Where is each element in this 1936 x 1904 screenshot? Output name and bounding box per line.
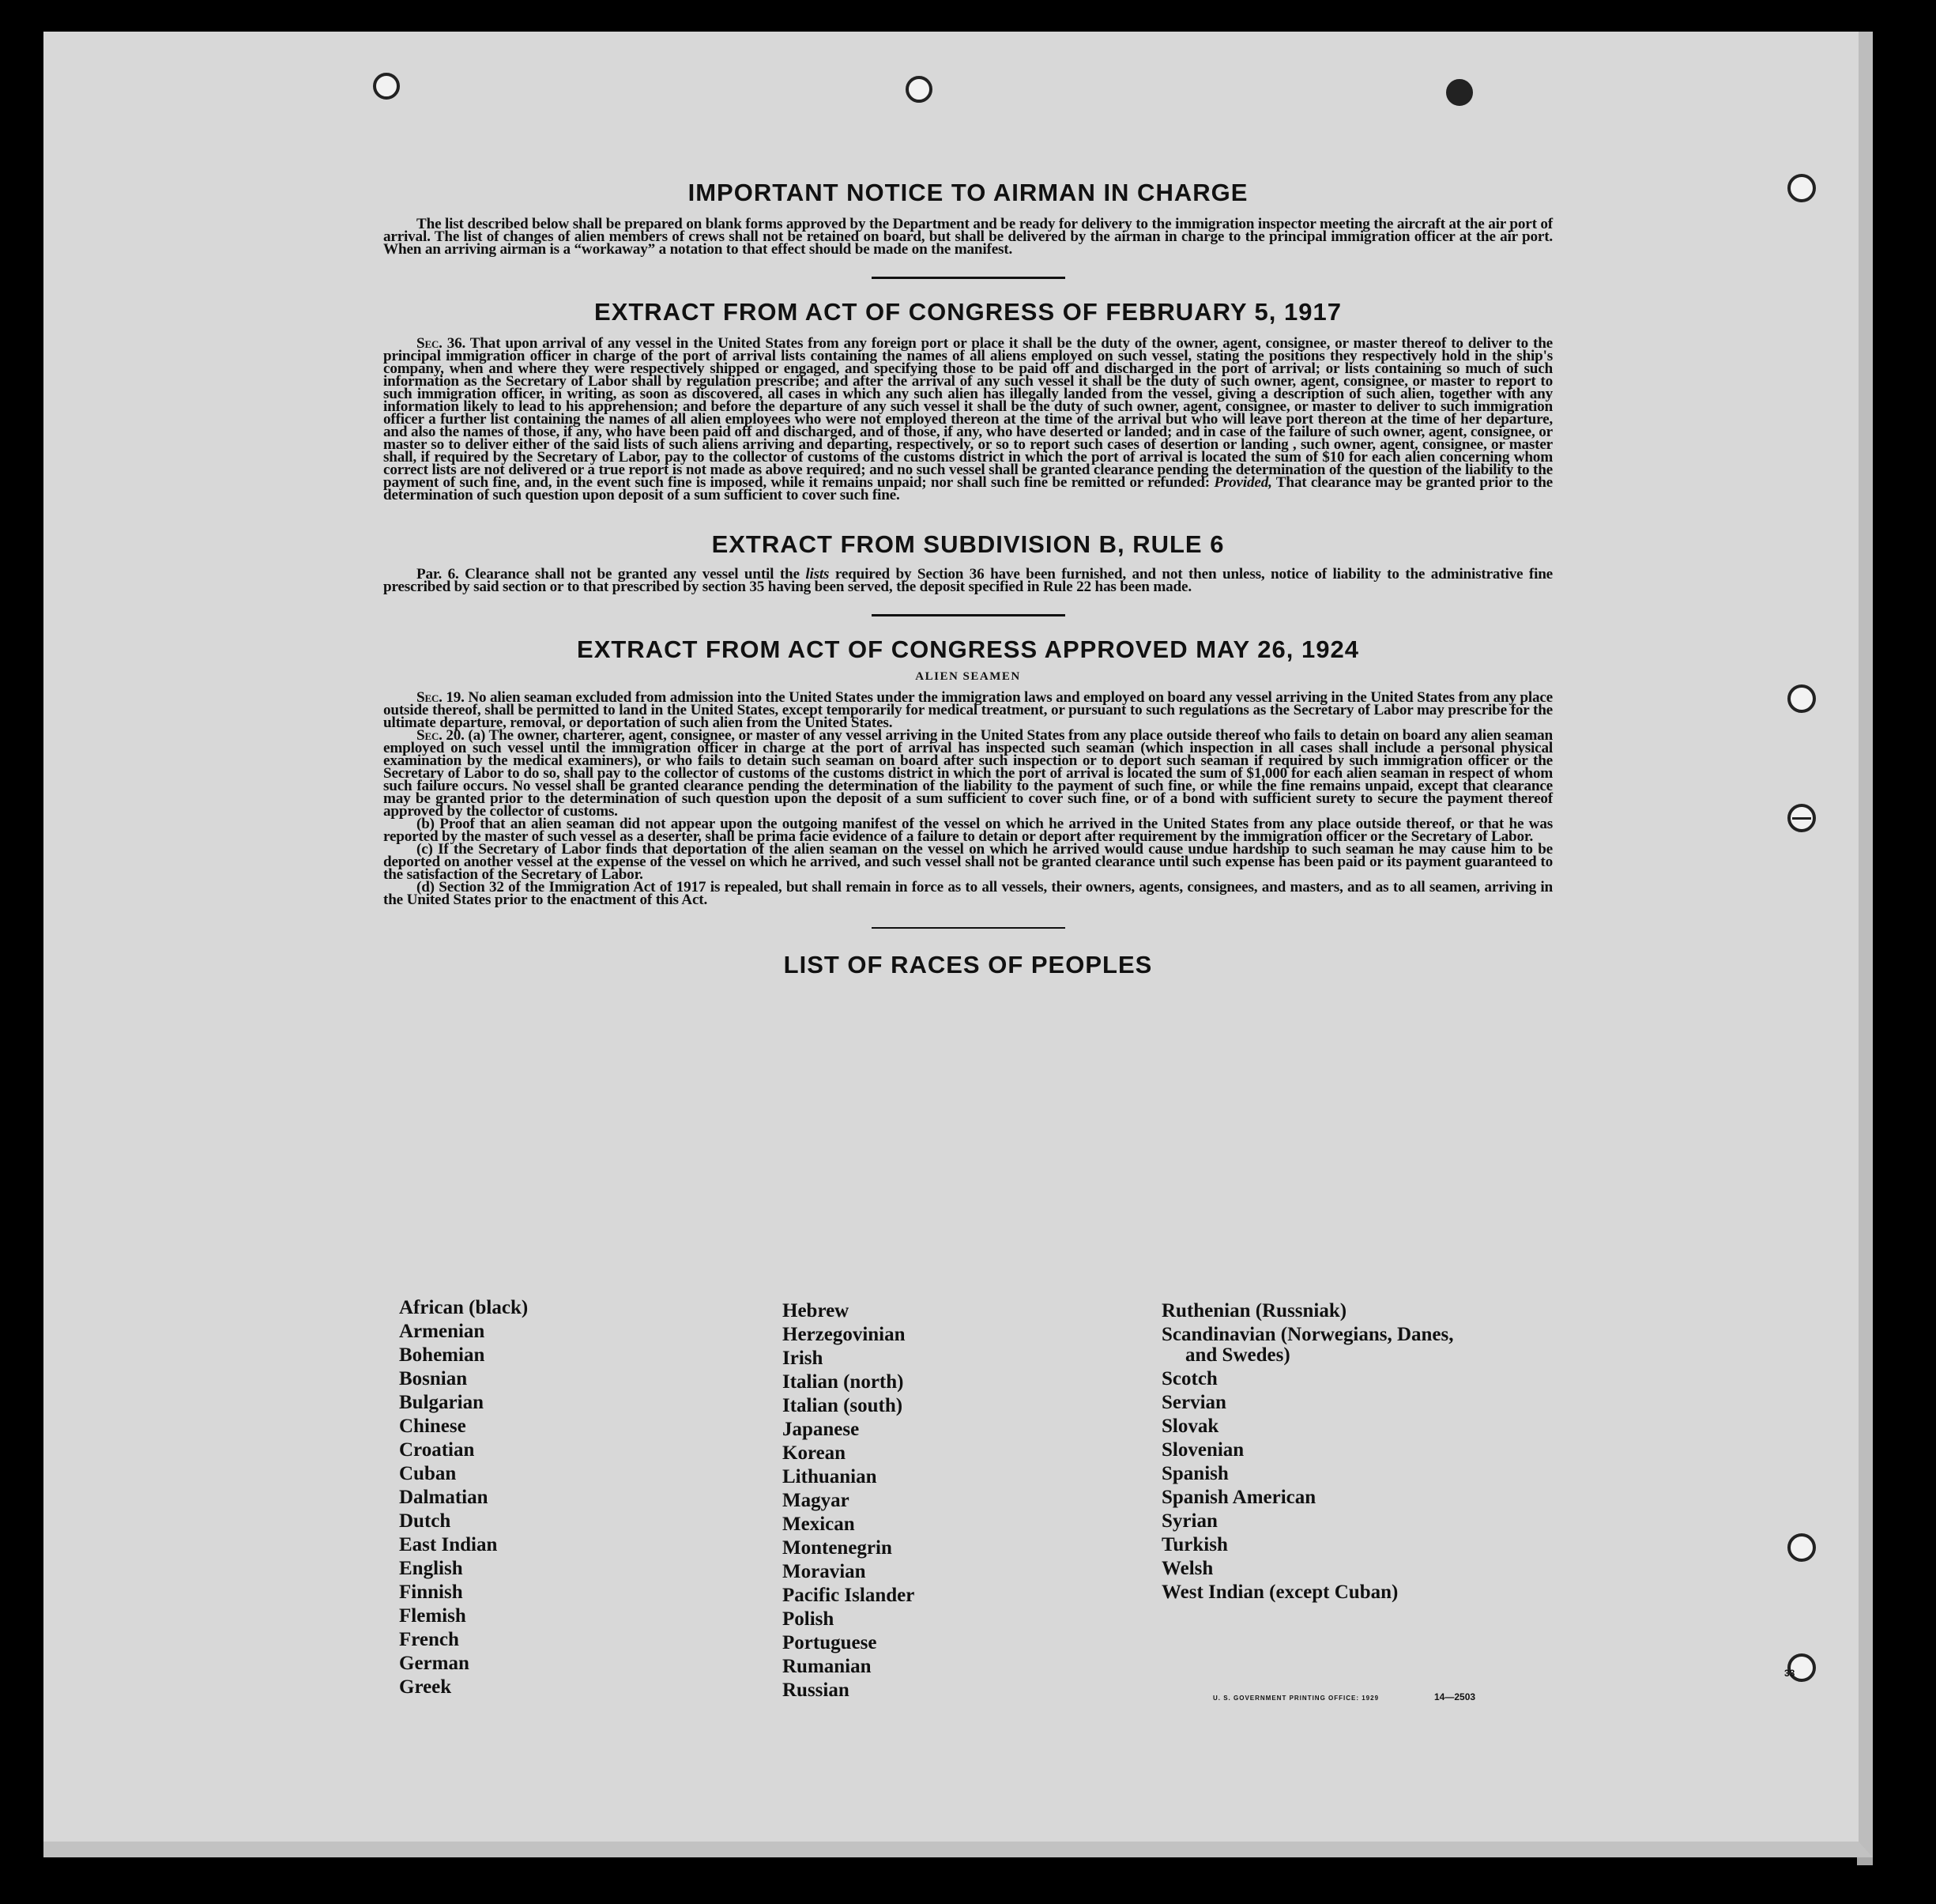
act-1917-section-36: [383, 337, 1553, 502]
printer-imprint: U. S. GOVERNMENT PRINTING OFFICE: 1929: [1213, 1695, 1380, 1702]
punch-hole: [906, 76, 932, 103]
race-item: Scandinavian (Norwegians, Danes,: [1162, 1324, 1454, 1345]
race-item: Armenian: [399, 1321, 485, 1342]
section-text: (a) The owner, charterer, agent, consignee, or master of any vessel arriving in the United States from any place outside thereof who fails to detain on board any alien seaman employed on such vessel until the immigration officer in charge at the port of arrival has inspected such seaman (which inspection in all cases shall include a personal physical examination by the medical examiners), or who fails to detain such seaman on board after such inspection or to deport such seaman if required by such immigration officer or the Secretary of Labor to do so, shall pay to the collector of customs of the customs district in which the port of arrival is located the sum of $1,000 for each alien seaman in respect of whom such failure occurs. No vessel shall be granted clearance pending the determination of the liability to the payment of such fine, or while the fine remains unpaid, except that clearance may be granted prior to the determination of such question upon the deposit of a sum sufficient to cover such fine, or of a bond with sufficient surety to secure the payment thereof approved by the collector of customs.: [383, 727, 1553, 820]
race-item: German: [399, 1653, 469, 1674]
section-label: Sec. 19.: [416, 689, 465, 706]
race-item: French: [399, 1629, 459, 1650]
race-item: Bosnian: [399, 1368, 468, 1389]
race-item: Ruthenian (Russniak): [1162, 1300, 1347, 1321]
race-item: Rumanian: [782, 1656, 872, 1677]
race-item: Polish: [782, 1608, 834, 1630]
section-label: Sec. 36.: [416, 335, 466, 352]
rule-6-title: EXTRACT FROM SUBDIVISION B, RULE 6: [711, 530, 1225, 558]
section-text: That upon arrival of any vessel in the United States from any foreign port or place it shall be the duty of the owner, agent, consignee, or master thereof to deliver to the principal immigration officer in charge of the port of arrival lists containing the names of all aliens employed on such vessel, stating the positions they respectively hold in the ship's company, when and where they were respectively shipped or engaged, and specifying those to be paid off and discharged in the port of arrival; or lists containing so much of such information as the Secretary of Labor shall by regulation prescribe; and after the arrival of any such vessel it shall be the duty of such owner, agent, consignee, or master to report to such immigration officer, in writing, as soon as discovered, all cases in which any such alien has illegally landed from the vessel, giving a description of such alien, together with any information likely to lead to his apprehension; and before the departure of any such vessel it shall be the duty of such owner, agent, consignee, or master to deliver to such immigration officer a further list containing the names of all alien employees who were not employed thereon at the time of the arrival but who will leave port thereon at the time of her departure, and also the names of those, if any, who have been paid off and discharged, and of those, if any, who have deserted or landed; and in case of the failure of such owner, agent, consignee, or master so to deliver either of the said lists of such aliens arriving and departing, respectively, or so to report such cases of desertion or landing , such owner, agent, consignee, or master shall, if required by the Secretary of Labor, pay to the collector of customs of the customs district in which the port of arrival is located the sum of $10 for each alien concerning whom correct lists are not delivered or a true report is not made as above required; and no such vessel shall be granted clearance pending the determination of the question of the liability to the payment of such fine, and, in the event such fine is imposed, while it remains unpaid; nor shall such fine be remitted or refunded:: [383, 335, 1554, 491]
race-item: Spanish American: [1162, 1487, 1316, 1508]
race-item: Italian (south): [782, 1395, 903, 1416]
race-item: African (black): [399, 1297, 529, 1318]
punch-hole: [1787, 684, 1816, 713]
notice-body: The list described below shall be prepared on blank forms approved by the Department and be ready for delivery to the immigration inspector meeting the aircraft at the air port of arrival. The list of changes of alien members of crews shall not be retained on board, but shall be delivered by the airman in charge to the principal immigration officer at the air port. When an arriving airman is a “workaway” a notation to that effect should be made on the manifest.: [383, 216, 1553, 258]
races-column-1: [399, 1296, 528, 1699]
race-item: Montenegrin: [782, 1537, 892, 1559]
section-divider: [872, 614, 1065, 616]
race-item: West Indian (except Cuban): [1162, 1582, 1399, 1603]
race-item: Chinese: [399, 1416, 466, 1437]
race-item: Welsh: [1162, 1558, 1214, 1579]
form-number: 14—2503: [1434, 1691, 1476, 1702]
punch-hole: [1787, 1533, 1816, 1562]
race-item: Finnish: [399, 1582, 463, 1603]
act-1924-section-20b: (b) Proof that an alien seaman did not appear upon the outgoing manifest of the vessel on which he arrived in the United States from any place outside thereof, or that he was reported by the master of such vessel as a deserter, shall be prima facie evidence of a failure to detain or deport after requirement by the immigration officer or the Secretary of Labor.: [383, 816, 1553, 845]
race-item: Croatian: [399, 1439, 475, 1461]
races-title: LIST OF RACES OF PEOPLES: [783, 951, 1153, 978]
race-item: and Swedes): [1185, 1344, 1290, 1366]
race-item: Mexican: [782, 1514, 855, 1535]
race-item: Italian (north): [782, 1371, 904, 1393]
race-item: Cuban: [399, 1463, 457, 1484]
section-text: No alien seaman excluded from admission into the United States under the immigration laws and employed on board any vessel arriving in the United States from any place outside thereof, shall be permitted to land in the United States, except temporarily for medical treatment, or pursuant to such regulations as the Secretary of Labor may prescribe for the ultimate departure, removal, or deportation of such alien from the United States.: [383, 689, 1553, 731]
race-item: Hebrew: [782, 1300, 849, 1321]
race-item: Spanish: [1162, 1463, 1229, 1484]
punch-hole: [1446, 79, 1473, 106]
race-item: Slovenian: [1162, 1439, 1245, 1461]
act-1924-section-20c: (c) If the Secretary of Labor finds that deportation of the alien seaman on the vessel on which he arrived would cause undue hardship to such seaman he may cause him to be deported on another vessel at the expense of the vessel on which he arrived, and such vessel shall not be granted clearance until such expense has been paid or its payment guaranteed to the satisfaction of the Secretary of Labor.: [383, 841, 1553, 883]
provided-term: Provided,: [1214, 474, 1272, 491]
race-item: Bohemian: [399, 1344, 485, 1366]
punch-hole: [1787, 804, 1816, 832]
race-item: Servian: [1162, 1392, 1226, 1413]
alien-seamen-subtitle: ALIEN SEAMEN: [915, 670, 1021, 683]
document-body: [383, 166, 1553, 979]
race-item: English: [399, 1558, 463, 1579]
race-item: Magyar: [782, 1490, 849, 1511]
race-item: Pacific Islander: [782, 1585, 915, 1606]
race-item: Bulgarian: [399, 1392, 484, 1413]
race-item: Syrian: [1162, 1510, 1218, 1532]
section-divider: [872, 927, 1065, 929]
punch-hole: [373, 73, 400, 100]
lists-term: lists: [805, 566, 830, 583]
rule-6-paragraph: [383, 568, 1553, 594]
punch-hole: [1787, 174, 1816, 202]
race-item: Korean: [782, 1442, 846, 1464]
race-item: Moravian: [782, 1561, 866, 1582]
paragraph-text: Par. 6. Clearance shall not be granted any vessel until the: [416, 566, 800, 583]
race-item: Greek: [399, 1676, 452, 1698]
race-item: Irish: [782, 1348, 823, 1369]
race-item: Dutch: [399, 1510, 451, 1532]
races-column-2: [782, 1299, 914, 1702]
race-item: Turkish: [1162, 1534, 1228, 1555]
race-item: Slovak: [1162, 1416, 1219, 1437]
race-item: East Indian: [399, 1534, 498, 1555]
race-item: Flemish: [399, 1605, 466, 1627]
race-item: Portuguese: [782, 1632, 877, 1653]
act-1917-title: EXTRACT FROM ACT OF CONGRESS OF FEBRUARY 5, 1917: [594, 298, 1342, 326]
races-list: [399, 1296, 1553, 1707]
race-item: Scotch: [1162, 1368, 1218, 1389]
race-item: Lithuanian: [782, 1466, 877, 1487]
notice-title: IMPORTANT NOTICE TO AIRMAN IN CHARGE: [687, 179, 1249, 206]
act-1924-section-20a: [383, 727, 1553, 820]
race-item: Dalmatian: [399, 1487, 488, 1508]
act-1924-section-20d: (d) Section 32 of the Immigration Act of 1917 is repealed, but shall remain in force as to all vessels, their owners, agents, consignees, and masters, and as to all seamen, arriving in the United States prior to the enactment of this Act.: [383, 879, 1553, 908]
section-text: That clearance may be granted prior to the determination of such question upon deposit of a sum sufficient to cover such fine.: [383, 474, 1553, 503]
race-item: Russian: [782, 1680, 849, 1701]
section-label: Sec. 20.: [416, 727, 465, 744]
race-item: Herzegovinian: [782, 1324, 906, 1345]
paragraph-text: required by Section 36 have been furnished, and not then unless, notice of liability to the administrative fine prescribed by said section or to that prescribed by section 35 having been served, the deposit specified in Rule 22 has been made.: [383, 566, 1553, 595]
races-column-3: [1162, 1299, 1454, 1604]
act-1924-title: EXTRACT FROM ACT OF CONGRESS APPROVED MAY 26, 1924: [577, 635, 1359, 663]
race-item: Japanese: [782, 1419, 860, 1440]
section-divider: [872, 277, 1065, 279]
page-mark: 33: [1784, 1668, 1795, 1679]
act-1924-section-19: [383, 689, 1553, 731]
